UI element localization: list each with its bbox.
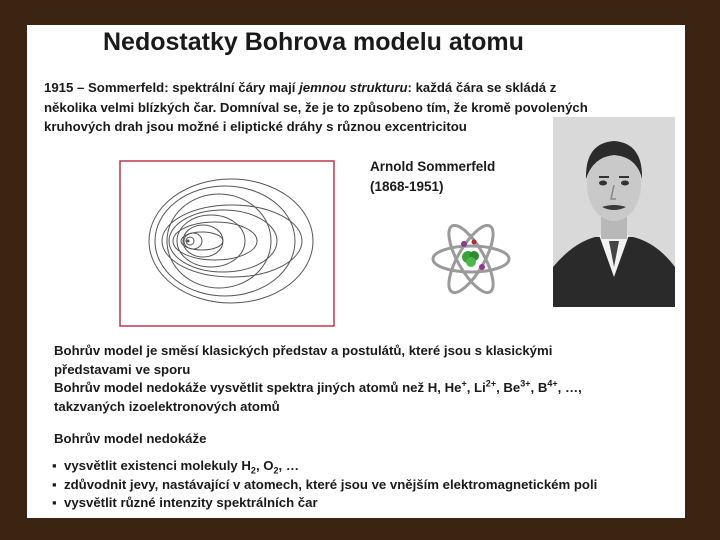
list-item xyxy=(52,476,597,495)
caption-years: (1868-1951) xyxy=(370,179,444,194)
mix-line-3 xyxy=(54,379,582,398)
intro-year-prefix: 1915 – Sommerfeld: spektrální čáry mají xyxy=(44,80,300,95)
intro-line-2: několika velmi blízkých čar. Domníval se, že je to způsobeno tím, že kromě povolených xyxy=(44,99,588,115)
orbit-ellipse xyxy=(155,186,295,296)
mix-line-3-prefix: Bohrův model nedokáže vysvětlit spektra jiných atomů než H, He xyxy=(54,380,462,395)
mix-line-3-suffix: , …, xyxy=(557,380,582,395)
intro-line-3: kruhových drah jsou možné i eliptické dráhy s různou excentricitou xyxy=(44,119,467,134)
slide-title: Nedostatky Bohrova modelu atomu xyxy=(103,28,524,56)
mix-line-4: takzvaných izoelektronových atomů xyxy=(54,398,280,414)
be-charge: 3+ xyxy=(520,378,531,389)
be-symbol: , Be xyxy=(496,380,521,395)
b-symbol: , B xyxy=(530,380,548,395)
limitations-heading-text: Bohrův model nedokáže xyxy=(54,431,207,446)
item-3-text: vysvětlit různé intenzity spektrálních čar xyxy=(64,495,318,510)
intro-emphasis: jemnou strukturu xyxy=(299,80,408,95)
item-1-prefix: vysvětlit existenci molekuly H xyxy=(64,458,251,473)
bohr-model-mix-paragraph xyxy=(54,342,582,416)
list-item xyxy=(52,457,597,476)
item-2-text: zdůvodnit jevy, nastávající v atomech, které jsou ve vnějším elektromagnetickém poli xyxy=(64,476,598,492)
b-charge: 4+ xyxy=(547,378,558,389)
orbit-ellipse xyxy=(149,179,313,303)
item-1-suffix: , … xyxy=(278,458,300,473)
list-item xyxy=(52,494,597,513)
bullet-icon: ▪ xyxy=(52,495,57,510)
sommerfeld-portrait xyxy=(553,117,675,307)
li-symbol: , Li xyxy=(466,380,486,395)
h2-subscript: 2 xyxy=(250,465,256,476)
caption-name: Arnold Sommerfeld xyxy=(370,159,496,174)
item-1-mid: , O xyxy=(255,458,274,473)
intro-line-1 xyxy=(44,78,684,98)
orbit-nucleus xyxy=(187,240,190,243)
bullet-icon: ▪ xyxy=(52,476,57,492)
orbit-ellipses xyxy=(149,179,313,303)
portrait-caption xyxy=(370,157,495,197)
limitations-list xyxy=(52,457,597,513)
mix-line-1: Bohrův model je směsí klasických představ a postulátů, které jsou s klasickými xyxy=(54,343,553,358)
o2-subscript: 2 xyxy=(273,465,279,476)
li-charge: 2+ xyxy=(485,378,497,389)
limitations-heading xyxy=(54,430,206,449)
mix-line-2: představami ve sporu xyxy=(54,361,191,377)
sommerfeld-orbits-diagram xyxy=(119,160,335,327)
intro-line-1-rest: : každá čára se skládá z xyxy=(407,80,557,95)
atom-icon xyxy=(430,218,512,300)
he-charge: + xyxy=(461,378,467,389)
bullet-icon: ▪ xyxy=(52,458,57,473)
